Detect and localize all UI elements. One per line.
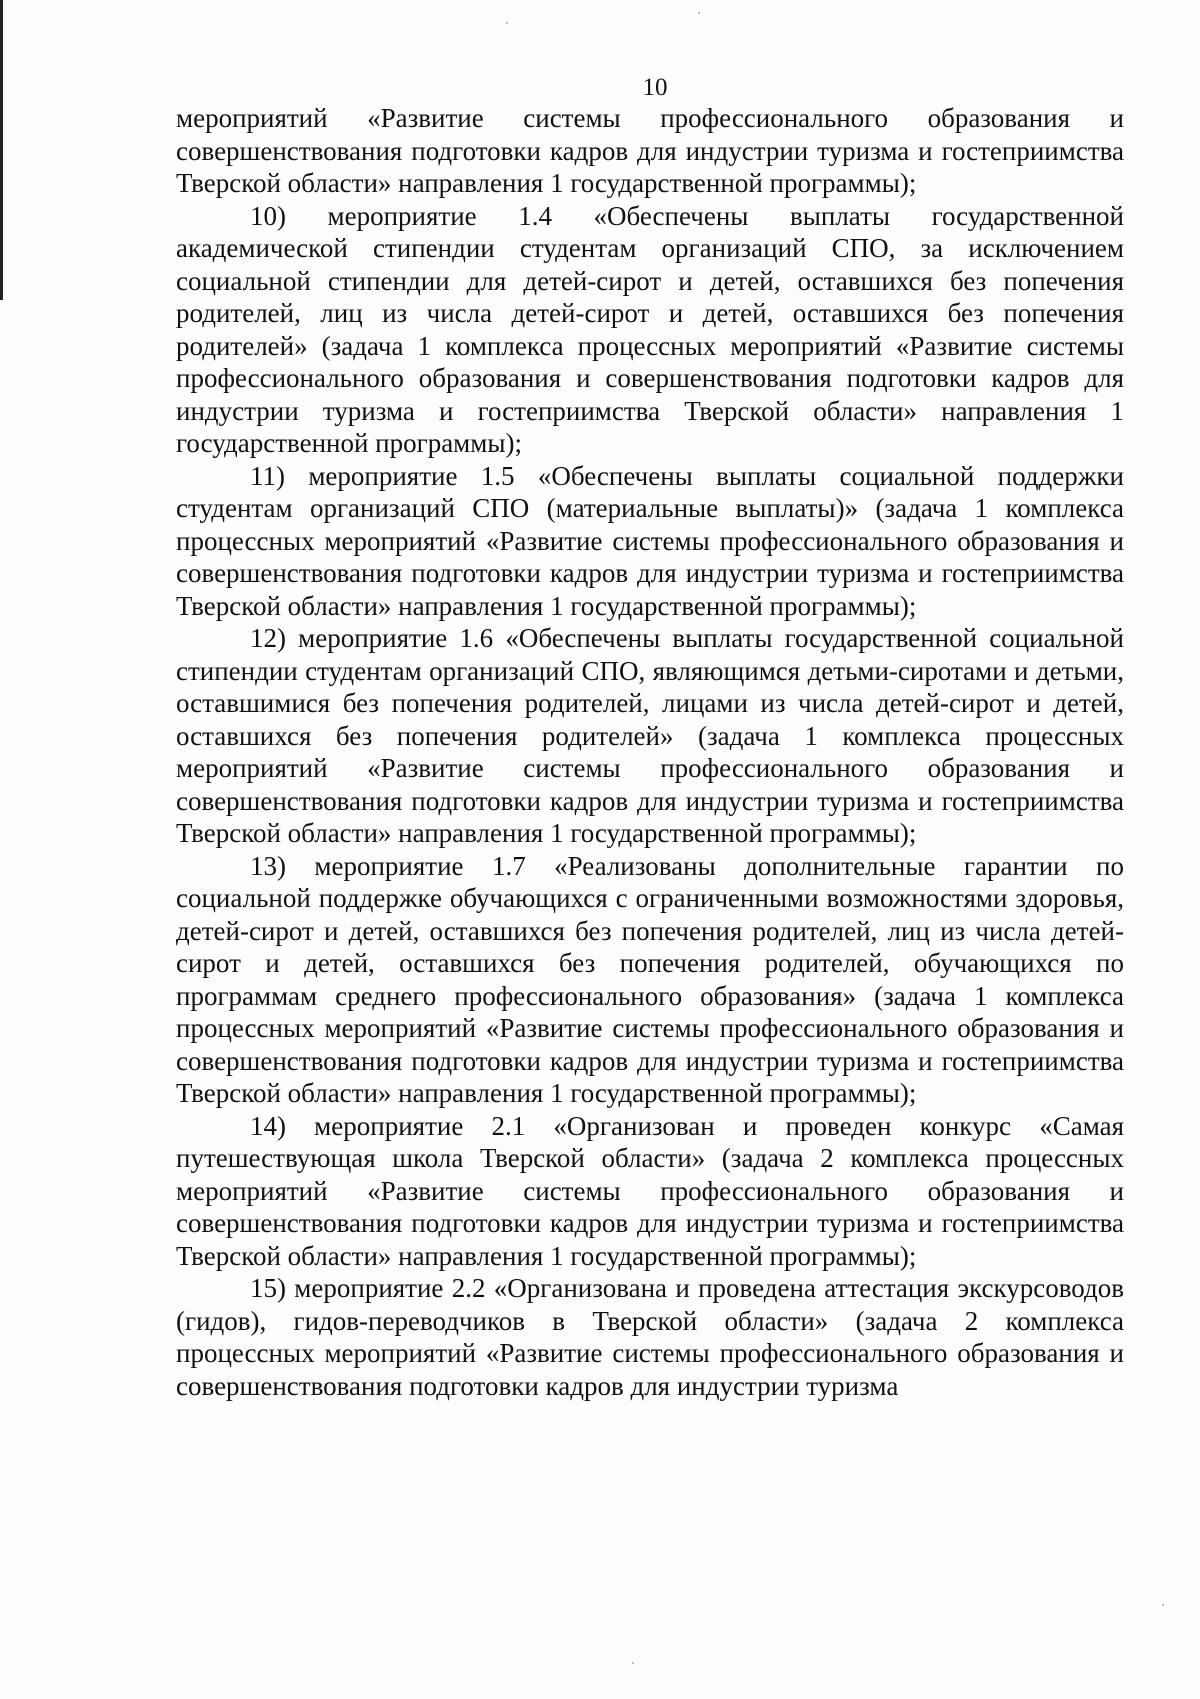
- scan-speck: [698, 12, 700, 14]
- scan-speck: [506, 22, 508, 24]
- paragraph-item-13: 13) мероприятие 1.7 «Реализованы дополнительные гарантии по социальной поддержке обучающихся с ограниченными возможностями здоровья, детей-сирот и детей, оставшихся без попечения родителей, лиц из числа детей-сирот и детей, оставшихся без попечения родителей, обучающихся по программам среднего профессионального образования» (задача 1 комплекса процессных мероприятий «Развитие системы профессионального образования и совершенствования подготовки кадров для индустрии туризма и гостеприимства Тверской области» направления 1 государственной программы);: [176, 850, 1124, 1108]
- document-body: [176, 102, 1124, 1402]
- paragraph-item-12: 12) мероприятие 1.6 «Обеспечены выплаты государственной социальной стипендии студентам организаций СПО, являющимся детьми-сиротами и детьми, оставшимися без попечения родителей, лицами из числа детей-сирот и детей, оставшихся без попечения родителей» (задача 1 комплекса процессных мероприятий «Развитие системы профессионального образования и совершенствования подготовки кадров для индустрии туризма и гостеприимства Тверской области» направления 1 государственной программы);: [176, 623, 1124, 848]
- scan-speck: [1162, 1604, 1164, 1606]
- paragraph-item-11: 11) мероприятие 1.5 «Обеспечены выплаты социальной поддержки студентам организаций СПО (материальные выплаты)» (задача 1 комплекса процессных мероприятий «Развитие системы профессионального образования и совершенствования подготовки кадров для индустрии туризма и гостеприимства Тверской области» направления 1 государственной программы);: [176, 460, 1124, 621]
- scan-speck: [632, 1662, 634, 1664]
- scan-edge-line: [0, 0, 3, 300]
- paragraph-item-10: 10) мероприятие 1.4 «Обеспечены выплаты государственной академической стипендии студентам организаций СПО, за исключением социальной стипендии для детей-сирот и детей, оставшихся без попечения родителей, лиц из числа детей-сирот и детей, оставшихся без попечения родителей» (задача 1 комплекса процессных мероприятий «Развитие системы профессионального образования и совершенствования подготовки кадров для индустрии туризма и гостеприимства Тверской области» направления 1 государственной программы);: [176, 200, 1124, 458]
- paragraph-item-14: 14) мероприятие 2.1 «Организован и проведен конкурс «Самая путешествующая школа Тверской области» (задача 2 комплекса процессных мероприятий «Развитие системы профессионального образования и совершенствования подготовки кадров для индустрии туризма и гостеприимства Тверской области» направления 1 государственной программы);: [176, 1110, 1124, 1271]
- page-number: 10: [642, 74, 668, 101]
- paragraph-continuation: мероприятий «Развитие системы профессионального образования и совершенствования подготовки кадров для индустрии туризма и гостеприимства Тверской области» направления 1 государственной программы);: [176, 103, 1124, 198]
- paragraph-item-15: 15) мероприятие 2.2 «Организована и проведена аттестация экскурсоводов (гидов), гидов-переводчиков в Тверской области» (задача 2 комплекса процессных мероприятий «Развитие системы профессионального образования и совершенствования подготовки кадров для индустрии туризма: [176, 1273, 1124, 1401]
